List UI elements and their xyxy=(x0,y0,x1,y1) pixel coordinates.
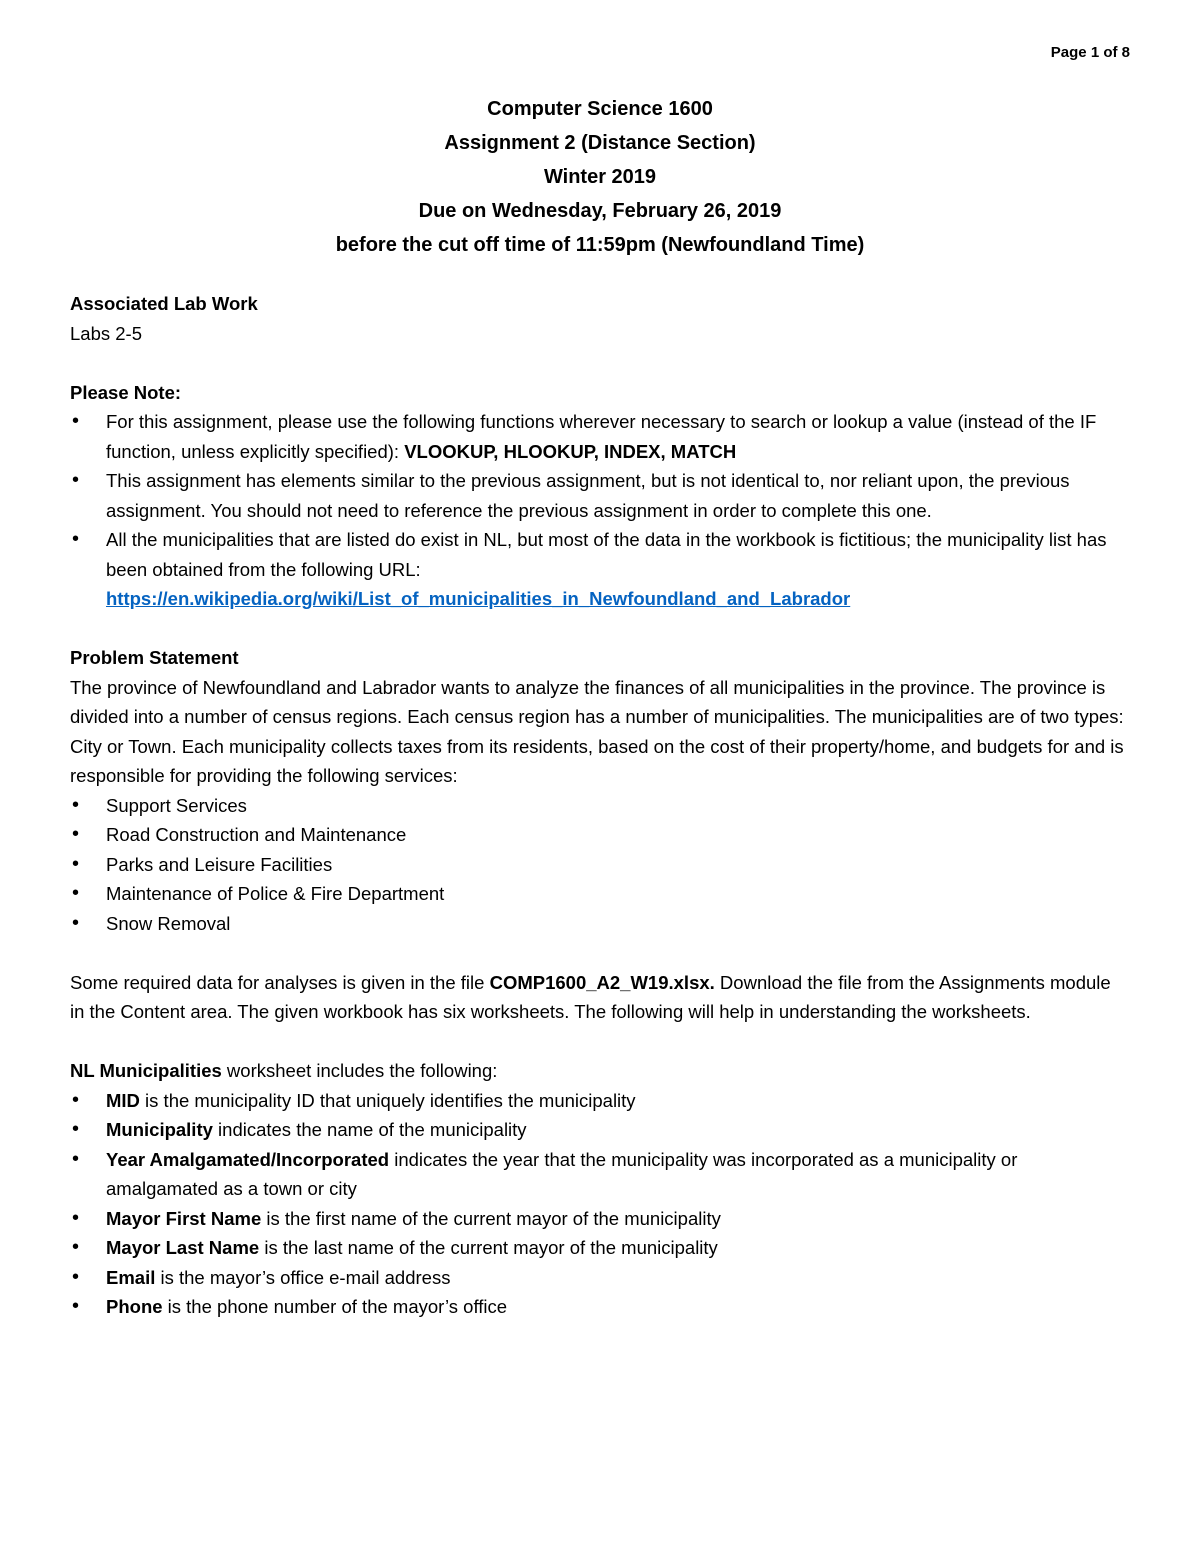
problem-text: The province of Newfoundland and Labrador wants to analyze the finances of all municipalities in the province. The province is divided into a number of census regions. Each census region has a number of municipalities. The municipalities are of two types: City or Town. Each municipality collects taxes from its residents, based on the cost of their property/home, and budgets for and is responsible for providing the following services: xyxy=(70,676,1124,786)
list-item: • MID is the municipality ID that uniquely identifies the municipality xyxy=(70,1086,1130,1116)
problem-heading: Problem Statement xyxy=(70,647,239,668)
lab-work-text: Labs 2-5 xyxy=(70,322,142,344)
list-item: • Mayor First Name is the first name of the current mayor of the municipality xyxy=(70,1204,1130,1234)
list-item: • Email is the mayor’s office e-mail address xyxy=(70,1263,1130,1293)
term: Winter 2019 xyxy=(543,166,657,188)
data-file-name: COMP1600_A2_W19.xlsx. xyxy=(489,971,715,993)
title-block xyxy=(0,92,1200,262)
worksheet-intro: NL Municipalities worksheet includes the following: xyxy=(70,1060,498,1081)
field-name: Mayor Last Name xyxy=(106,1237,260,1258)
list-item xyxy=(70,525,1130,614)
data-file-paragraph: Some required data for analyses is given in the file COMP1600_A2_W19.xlsx. Download the file from the Assignments module in the Content area. The given workbook has six worksheets. The following will help in understanding the worksheets. xyxy=(70,971,1111,1022)
list-item: • This assignment has elements similar to the previous assignment, but is not identical to, nor reliant upon, the previous assignment. You should not need to reference the previous assignment in order to complete this one. xyxy=(70,466,1130,525)
lab-work-heading: Associated Lab Work xyxy=(70,293,258,314)
document-body xyxy=(70,289,1130,1322)
page-number: Page 1 of 8 xyxy=(1050,44,1130,61)
services-list xyxy=(70,791,1130,939)
please-note-list xyxy=(70,407,1130,614)
list-item: • Maintenance of Police & Fire Department xyxy=(70,879,1130,909)
due-date: Due on Wednesday, February 26, 2019 xyxy=(418,200,782,222)
list-item: • Snow Removal xyxy=(70,909,1130,939)
list-item: • Support Services xyxy=(70,791,1130,821)
worksheet-name: NL Municipalities xyxy=(70,1060,222,1081)
list-item xyxy=(70,407,1130,466)
field-name: Email xyxy=(106,1266,156,1288)
lookup-functions: VLOOKUP, HLOOKUP, INDEX, MATCH xyxy=(404,440,737,462)
please-note-heading: Please Note: xyxy=(70,381,182,403)
list-item: • Parks and Leisure Facilities xyxy=(70,850,1130,880)
field-name: Year Amalgamated/Incorporated xyxy=(106,1148,390,1170)
list-item: • Municipality indicates the name of the municipality xyxy=(70,1115,1130,1145)
list-item: • Mayor Last Name is the last name of the current mayor of the municipality xyxy=(70,1233,1130,1263)
cutoff-time: before the cut off time of 11:59pm (Newfoundland Time) xyxy=(335,234,865,256)
list-item: • Phone is the phone number of the mayor’s office xyxy=(70,1292,1130,1322)
worksheet-fields-list xyxy=(70,1086,1130,1322)
list-item: • Road Construction and Maintenance xyxy=(70,820,1130,850)
note-text: For this assignment, please use the following functions wherever necessary to search or lookup a value (instead of the IF function, unless explicitly specified): xyxy=(106,411,1097,462)
field-name: Phone xyxy=(106,1296,163,1317)
assignment-title: Assignment 2 (Distance Section) xyxy=(444,132,756,154)
municipality-list-link[interactable]: https://en.wikipedia.org/wiki/List_of_municipalities_in_Newfoundland_and_Labrador xyxy=(106,588,851,609)
note-text: All the municipalities that are listed do exist in NL, but most of the data in the workbook is fictitious; the municipality list has been obtained from the following URL: xyxy=(106,529,1107,580)
field-name: MID xyxy=(106,1089,140,1111)
field-name: Municipality xyxy=(106,1119,213,1140)
course-title: Computer Science 1600 xyxy=(487,98,713,120)
field-name: Mayor First Name xyxy=(106,1207,262,1229)
list-item: • Year Amalgamated/Incorporated indicates the year that the municipality was incorporated as a municipality or amalgamated as a town or city xyxy=(70,1145,1130,1204)
